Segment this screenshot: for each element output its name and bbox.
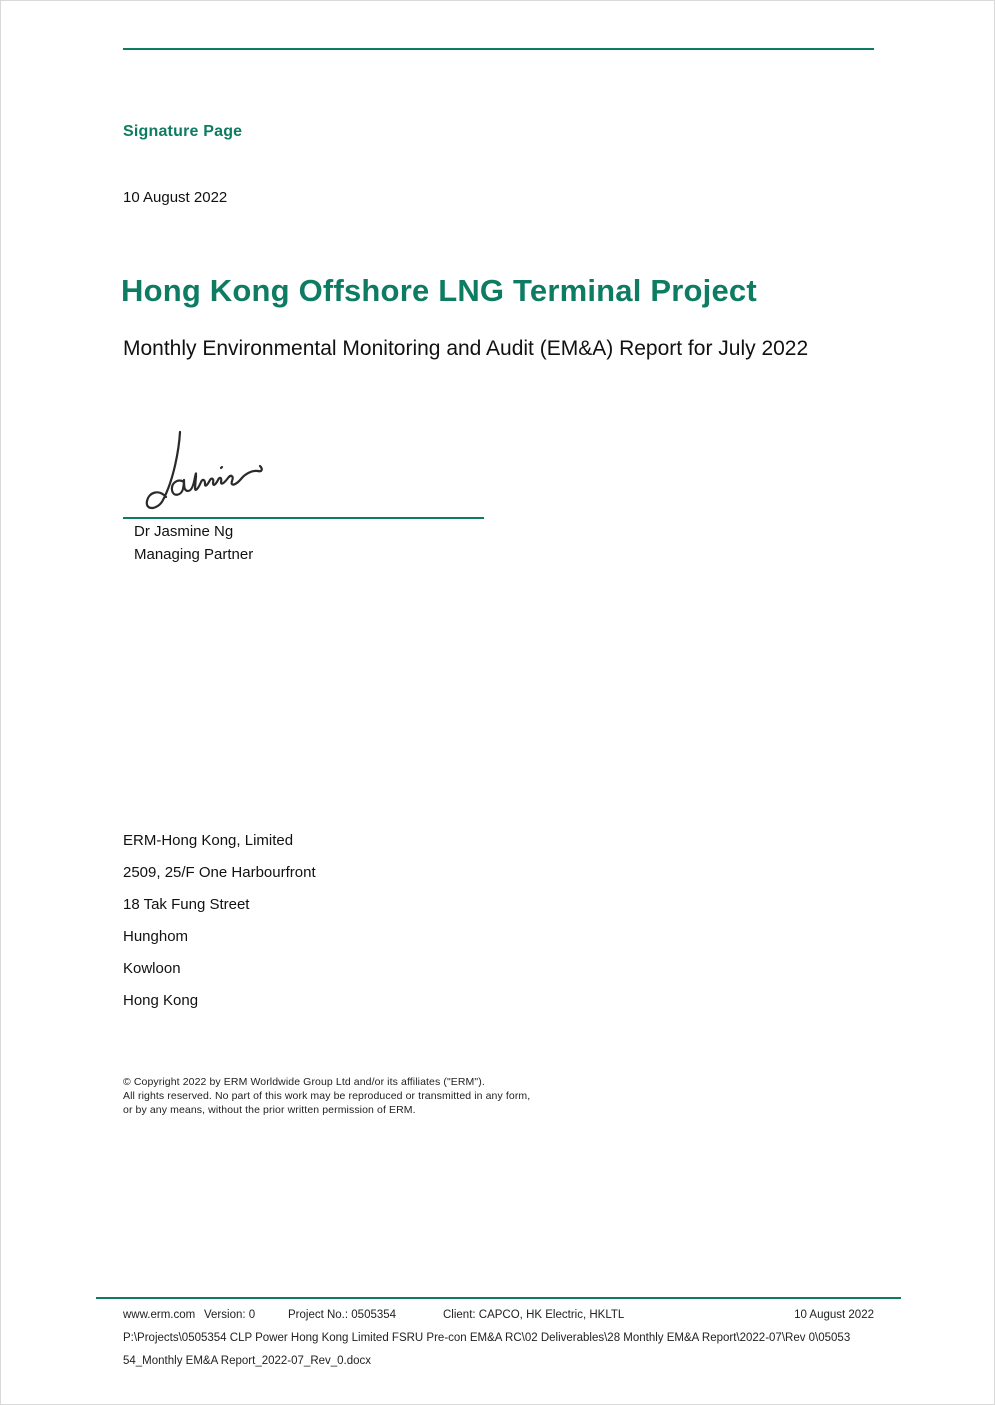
footer-client: Client: CAPCO, HK Electric, HKLTL xyxy=(443,1309,625,1321)
signatory-role: Managing Partner xyxy=(134,546,254,563)
address-line-suite: 2509, 25/F One Harbourfront xyxy=(123,864,316,881)
footer-website: www.erm.com xyxy=(123,1309,196,1321)
copyright-notice xyxy=(123,1075,530,1117)
footer-file-path: P:\Projects\0505354 CLP Power Hong Kong Limited FSRU Pre-con EM&A RC\02 Deliverables\28 Monthly EM&A Report\2022-07\Rev 0\0505354_Monthly EM&A Report_2022-07_Rev_0.docx xyxy=(123,1332,851,1367)
footer-divider-rule xyxy=(96,1297,901,1299)
address-line-district: Hunghom xyxy=(123,928,189,945)
signatory-name: Dr Jasmine Ng xyxy=(134,523,234,540)
document-subtitle: Monthly Environmental Monitoring and Audit (EM&A) Report for July 2022 xyxy=(123,337,809,360)
copyright-line-3: or by any means, without the prior written permission of ERM. xyxy=(123,1104,416,1116)
document-date: 10 August 2022 xyxy=(123,189,228,206)
address-line-street: 18 Tak Fung Street xyxy=(123,896,250,913)
section-label: Signature Page xyxy=(123,123,243,140)
address-line-region: Kowloon xyxy=(123,960,181,977)
footer-date: 10 August 2022 xyxy=(794,1309,874,1321)
top-divider-rule xyxy=(123,48,874,50)
copyright-line-1: © Copyright 2022 by ERM Worldwide Group Ltd and/or its affiliates ("ERM"). xyxy=(123,1076,485,1088)
footer-project-number: Project No.: 0505354 xyxy=(288,1309,397,1321)
copyright-line-2: All rights reserved. No part of this work may be reproduced or transmitted in any form, xyxy=(123,1090,531,1102)
company-address-block xyxy=(123,825,316,1017)
address-line-company: ERM-Hong Kong, Limited xyxy=(123,832,294,849)
footer-version: Version: 0 xyxy=(204,1309,256,1321)
signature-line-rule xyxy=(123,517,484,519)
handwritten-signature-icon xyxy=(134,427,294,519)
address-line-city: Hong Kong xyxy=(123,992,199,1009)
signature-image xyxy=(134,427,294,519)
document-title: Hong Kong Offshore LNG Terminal Project xyxy=(121,273,757,308)
